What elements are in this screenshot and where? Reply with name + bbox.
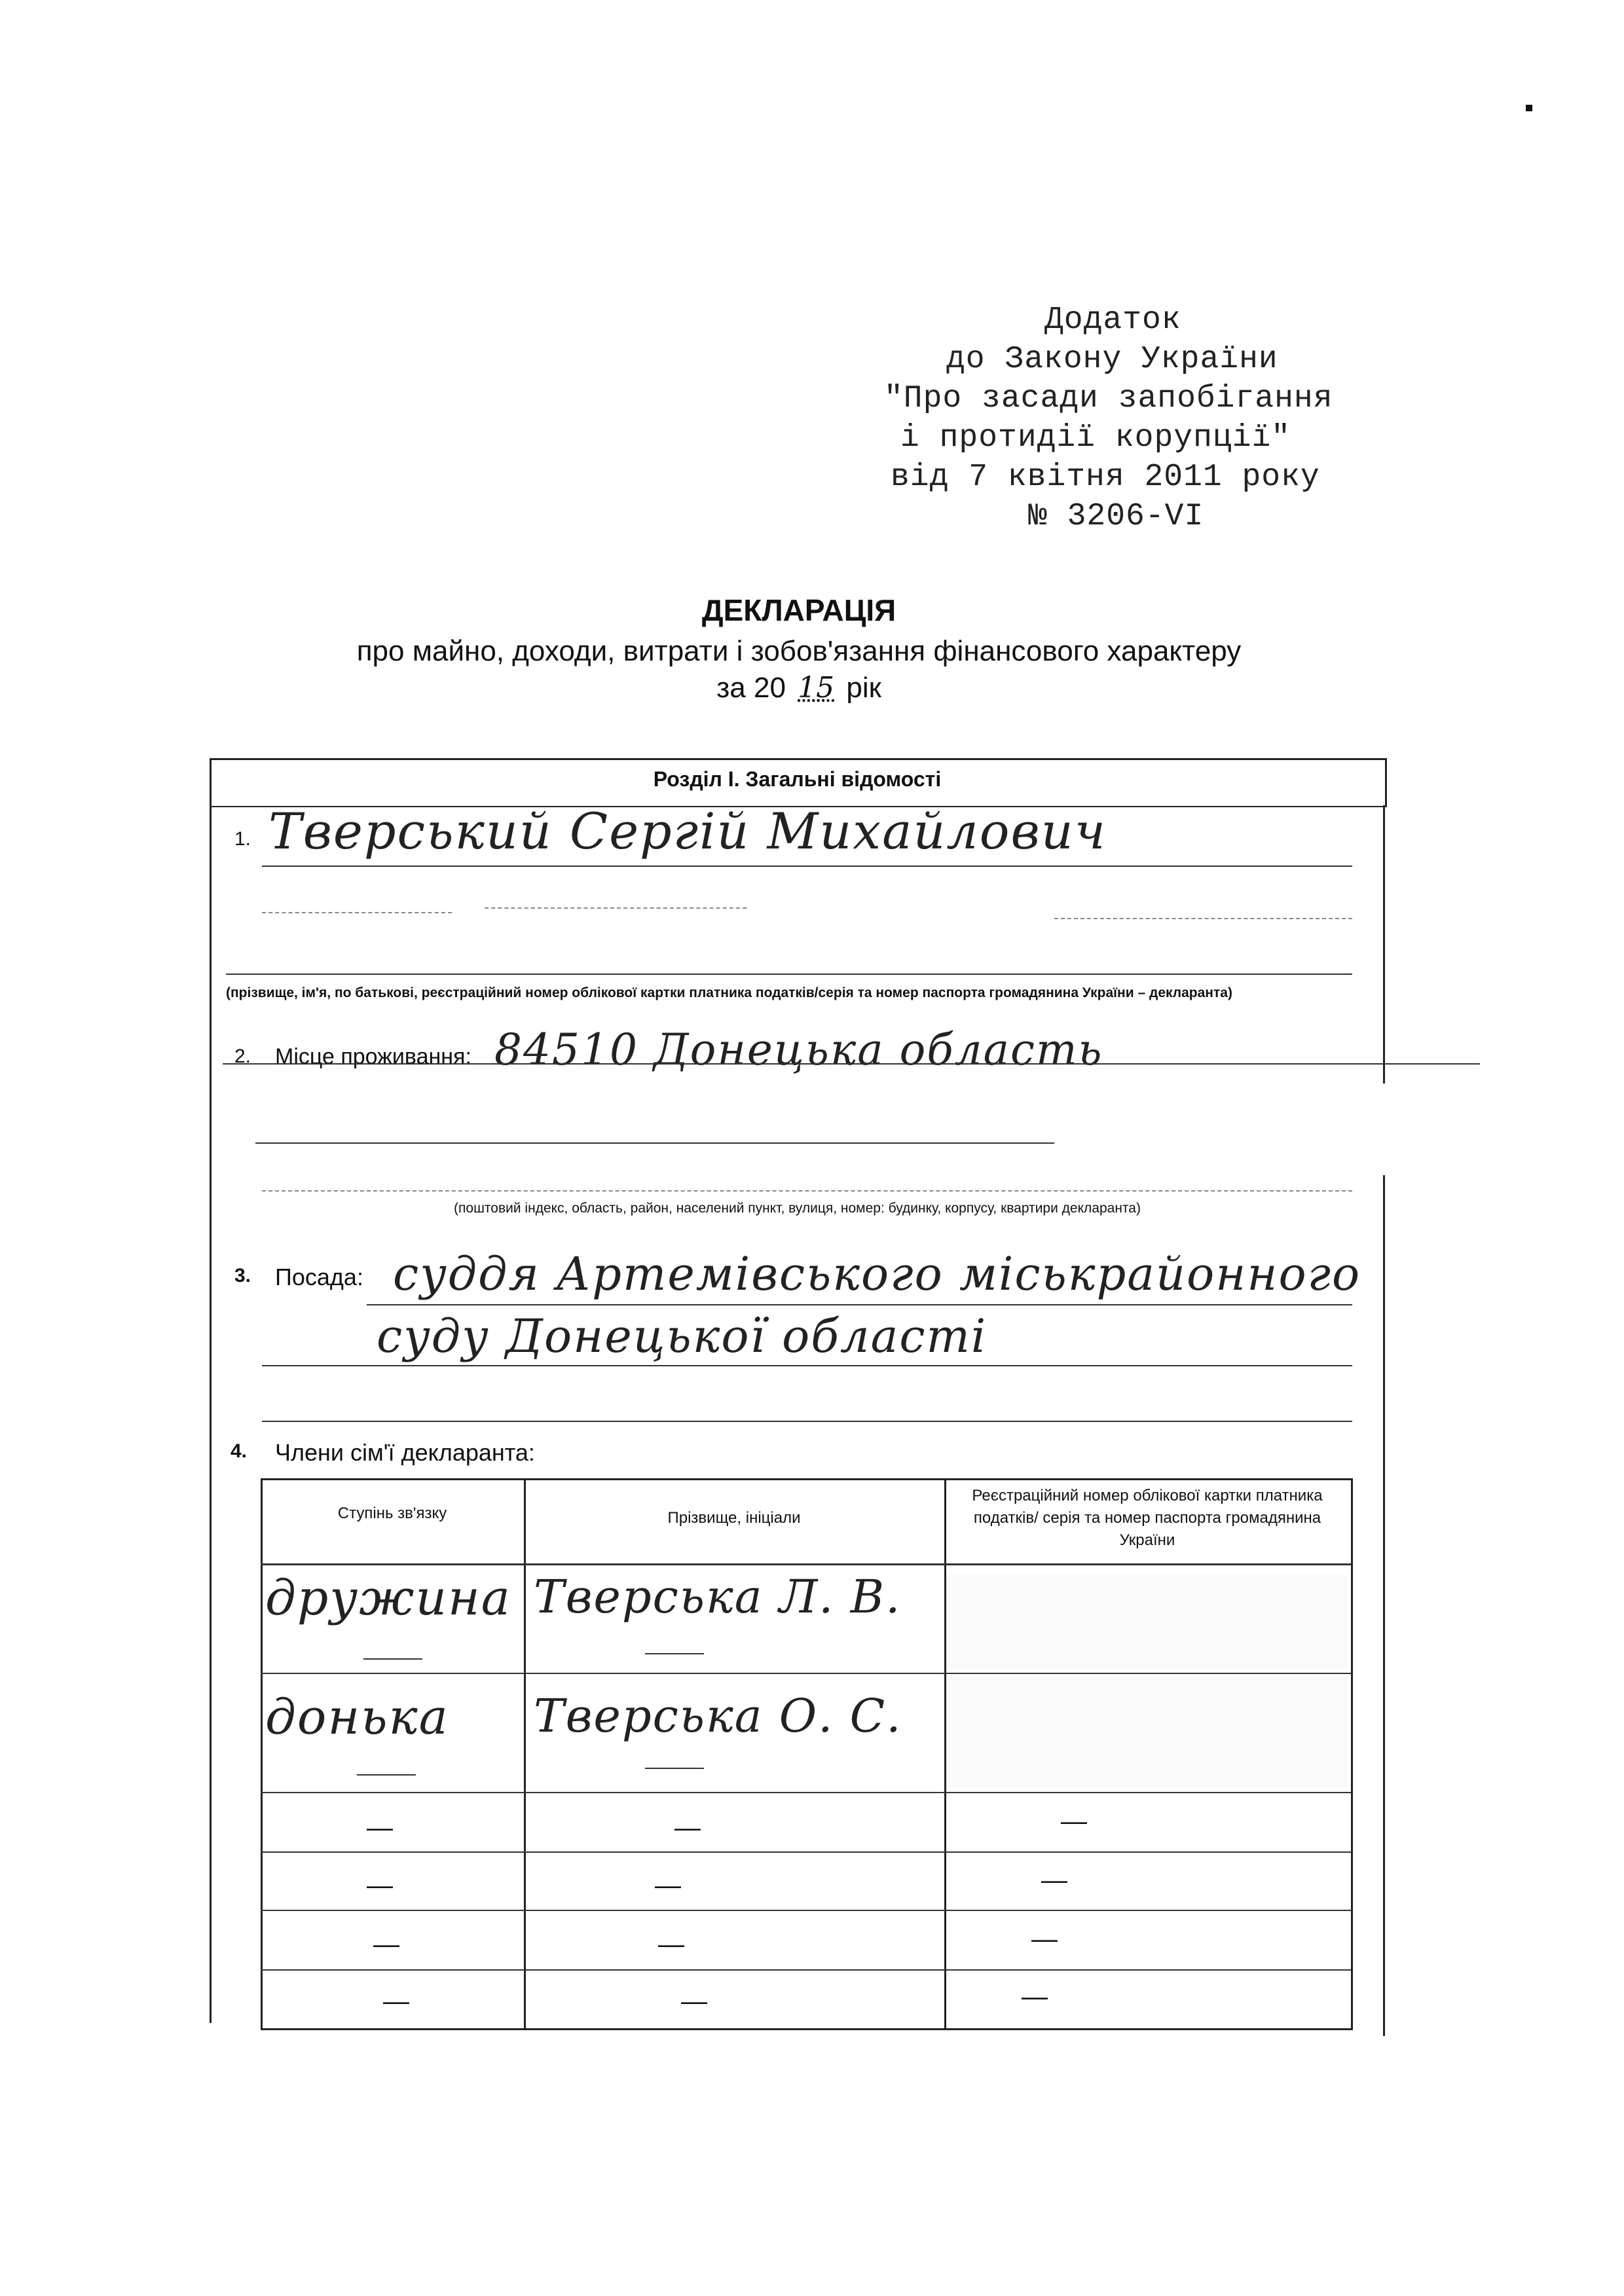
frame-left-border — [210, 805, 212, 2023]
item1-line-2a — [262, 912, 452, 913]
row1-relation: дружина — [265, 1570, 511, 1626]
item3-line-1 — [367, 1304, 1352, 1305]
row3-name: — — [674, 1813, 701, 1842]
table-row-4-bottom — [261, 1910, 1351, 1911]
item3-number: 3. — [234, 1265, 251, 1286]
row1-id-redaction — [946, 1575, 1347, 1669]
appendix-line-6: № 3206-VI — [1028, 499, 1204, 534]
item2-label: Місце проживання: — [275, 1044, 471, 1069]
declaration-year — [0, 671, 1598, 704]
item3-line-3 — [262, 1421, 1352, 1422]
item1-name-value: Тверський Сергій Михайлович — [268, 802, 1107, 860]
row5-id: — — [1031, 1925, 1058, 1954]
section1-header: Розділ І. Загальні відомості — [653, 767, 942, 791]
row2-id-redaction — [946, 1676, 1347, 1787]
table-row-3-bottom — [261, 1851, 1351, 1853]
item3-label: Посада: — [275, 1264, 363, 1290]
row2-relation: донька — [265, 1689, 449, 1745]
appendix-line-3: "Про засади запобігання — [884, 381, 1333, 416]
row3-id: — — [1061, 1807, 1087, 1836]
row2-dash-1 — [357, 1774, 416, 1776]
year-prefix: за 20 — [716, 672, 786, 704]
item3-position-line-2: суду Донецької області — [377, 1309, 987, 1363]
item1-line-2b — [485, 907, 747, 909]
col-header-name: Прізвище, ініціали — [667, 1509, 801, 1527]
item2-redaction — [1054, 1084, 1480, 1175]
scan-mark — [1526, 105, 1532, 111]
table-header-bottom — [261, 1563, 1351, 1565]
item3-position-line-1: суддя Артемівського міськрайонного — [393, 1247, 1361, 1301]
item2-number: 2. — [234, 1046, 251, 1067]
row6-id: — — [1022, 1982, 1048, 2011]
row1-dash-2 — [645, 1653, 704, 1654]
item1-line-1 — [262, 866, 1352, 867]
frame-right-border — [1383, 805, 1385, 2036]
declaration-title: ДЕКЛАРАЦІЯ — [701, 593, 896, 627]
item1-line-2c — [1054, 918, 1352, 919]
col-header-relation: Ступінь зв'язку — [337, 1504, 447, 1522]
row3-relation: — — [367, 1813, 393, 1842]
year-value: 15 — [798, 671, 835, 704]
item1-caption: (прізвище, ім'я, по батькові, реєстраційний номер облікової картки платника податків/серія та номер паспорта громадянина України – декларанта) — [226, 985, 1232, 1000]
year-suffix: рік — [846, 672, 881, 704]
item2-caption: (поштовий індекс, область, район, населений пункт, вулиця, номер: будинку, корпусу, квартири декларанта) — [454, 1201, 1141, 1216]
item1-line-3 — [226, 974, 1352, 975]
appendix-line-1: Додаток — [1044, 302, 1181, 338]
table-row-1-bottom — [261, 1673, 1351, 1674]
row6-name: — — [681, 1987, 707, 2016]
row4-name: — — [655, 1871, 681, 1900]
row1-name: Тверська Л. В. — [534, 1570, 902, 1624]
table-row-2-bottom — [261, 1792, 1351, 1793]
row6-relation: — — [383, 1987, 409, 2016]
row4-relation: — — [367, 1871, 393, 1900]
row2-dash-2 — [645, 1768, 704, 1769]
row5-relation: — — [373, 1930, 399, 1959]
appendix-line-2: до Закону України — [946, 342, 1278, 377]
item4-label: Члени сім'ї декларанта: — [275, 1439, 535, 1466]
row1-dash-1 — [363, 1658, 422, 1660]
row4-id: — — [1041, 1866, 1067, 1895]
appendix-line-5: від 7 квітня 2011 року — [891, 460, 1320, 495]
appendix-line-4: і протидії корупції" — [900, 420, 1291, 456]
item3-line-2 — [262, 1365, 1352, 1366]
item2-line-3 — [262, 1190, 1352, 1192]
item2-address-value: 84510 Донецька область — [494, 1025, 1103, 1075]
item1-number: 1. — [234, 828, 251, 850]
table-col-divider-1 — [524, 1478, 526, 2028]
table-row-5-bottom — [261, 1969, 1351, 1971]
row2-name: Тверська О. С. — [534, 1689, 902, 1743]
item4-number: 4. — [231, 1440, 248, 1462]
row5-name: — — [658, 1930, 684, 1959]
declaration-subtitle: про майно, доходи, витрати і зобов'язання фінансового характеру — [356, 635, 1242, 667]
col-header-id: Реєстраційний номер облікової картки платника податків/ серія та номер паспорта громадянина України — [972, 1487, 1323, 1549]
item2-strike-line — [223, 1063, 1480, 1065]
